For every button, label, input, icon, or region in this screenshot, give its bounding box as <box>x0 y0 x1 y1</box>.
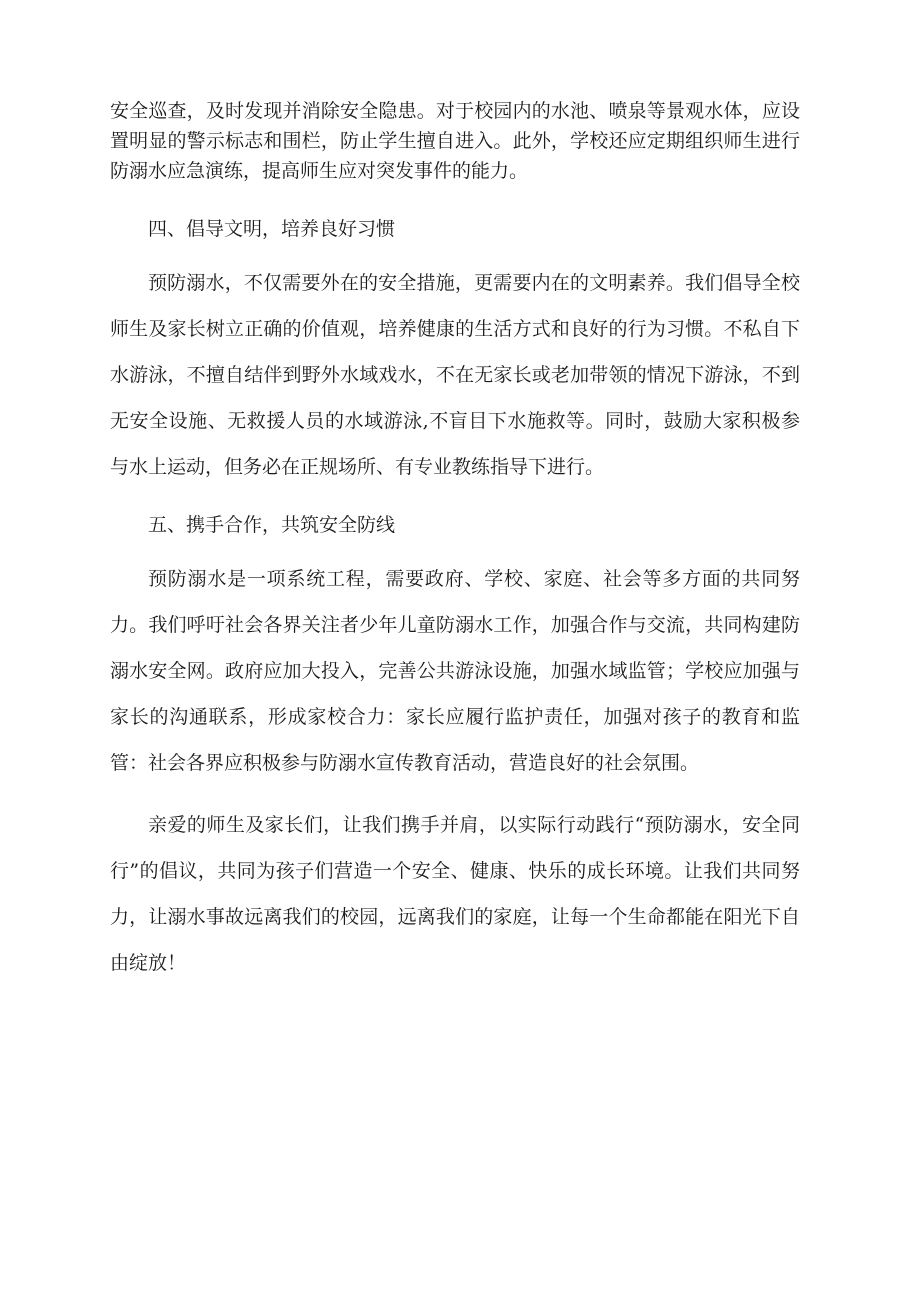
spacer <box>110 244 800 260</box>
paragraph-cooperation: 预防溺水是一项系统工程，需要政府、学校、家庭、社会等多方面的共同努力。我们呼吁社会各界关注者少年儿童防溺水工作，加强合作与交流，共同构建防溺水安全网。政府应加大投入，完善公共游泳设施，加强水域监管；学校应加强与家长的沟通联系，形成家校合力：家长应履行监护责任，加强对孩子的教育和监管：社会各界应积极参与防溺水宣传教育活动，营造良好的社会氛围。 <box>110 568 800 774</box>
document-body <box>110 96 800 986</box>
section-heading-4: 四、倡导文明，培养良好习惯 <box>148 218 396 240</box>
paragraph-safety-inspection: 安全巡查，及时发现并消除安全隐患。对于校园内的水池、喷泉等景观水体，应设置明显的警示标志和围栏，防止学生擅自进入。此外，学校还应定期组织师生进行防溺水应急演练，提高师生应对突发事件的能力。 <box>110 100 800 182</box>
spacer <box>110 186 800 214</box>
spacer <box>110 490 800 510</box>
section-heading-5: 五、携手合作，共筑安全防线 <box>148 514 396 536</box>
paragraph-closing-appeal: 亲爱的师生及家长们，让我们携手并肩，以实际行动践行“预防溺水，安全同行”的倡议，共同为孩子们营造一个安全、健康、快乐的成长环境。让我们共同努力，让溺水事故远离我们的校园，远离我们的家庭，让每一个生命都能在阳光下自由绽放！ <box>110 814 800 974</box>
spacer <box>110 540 800 556</box>
spacer <box>110 786 800 802</box>
paragraph-civility: 预防溺水，不仅需要外在的安全措施，更需要内在的文明素养。我们倡导全校师生及家长树立正确的价值观，培养健康的生活方式和良好的行为习惯。不私自下水游泳，不擅自结伴到野外水域戏水，不在无家长或老加带领的情况下游泳，不到无安全设施、无救援人员的水域游泳,不盲目下水施救等。同时，鼓励大家积极参与水上运动，但务必在正规场所、有专业教练指导下进行。 <box>110 272 800 478</box>
